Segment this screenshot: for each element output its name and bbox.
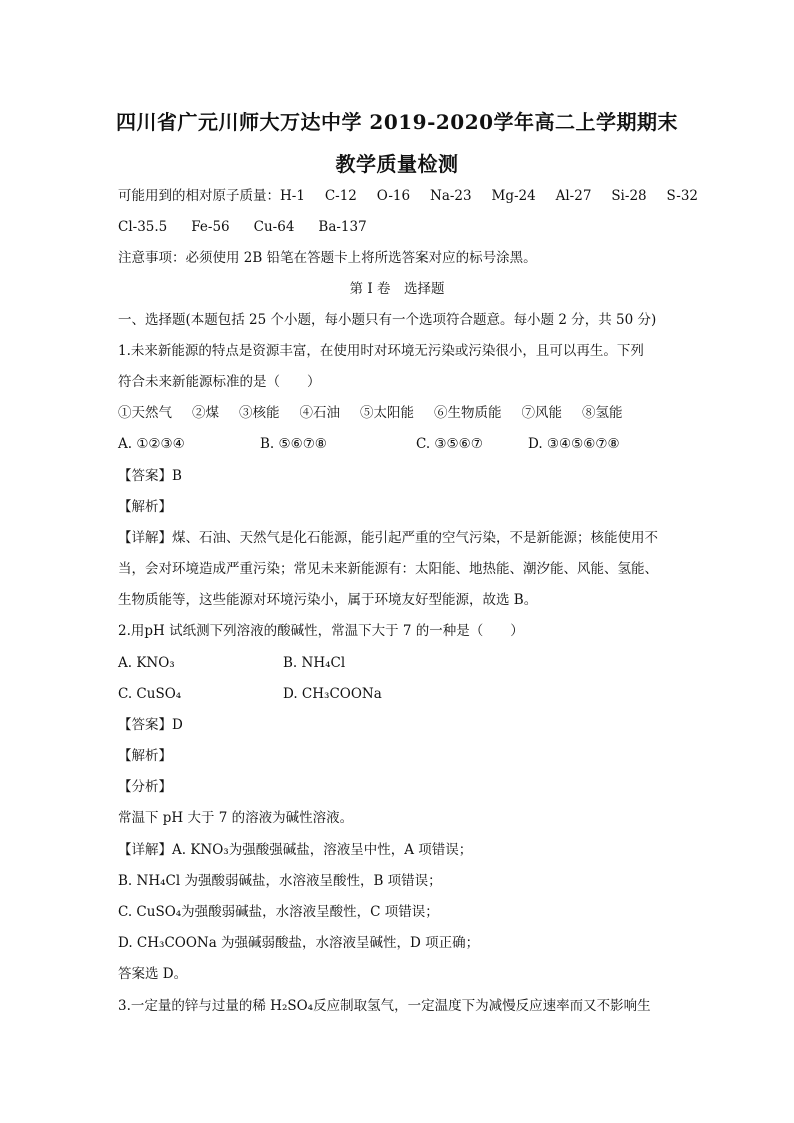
q2-detail-c: C. CuSO₄为强酸弱碱盐，水溶液呈酸性，C 项错误；: [118, 904, 439, 920]
q1-items: [118, 403, 623, 423]
q2-detail-a: 【详解】A. KNO₃为强酸强碱盐，溶液呈中性，A 项错误；: [118, 842, 473, 858]
q2-option-a: A. KNO₃: [118, 655, 175, 671]
atomic-mass-list: [280, 186, 698, 206]
q2-analysis: 【解析】: [118, 748, 172, 764]
mass-item: Si-28: [611, 188, 647, 204]
q1-answer: 【答案】B: [118, 468, 182, 484]
q2-conclusion: 答案选 D。: [118, 966, 188, 982]
q1-stem-line1: 1.未来新能源的特点是资源丰富，在使用时对环境无污染或污染很小，且可以再生。下列: [118, 343, 644, 359]
atomic-mass-row1: [118, 186, 698, 206]
q1-item: ④石油: [299, 405, 340, 421]
notice-text: 注意事项：必须使用 2B 铅笔在答题卡上将所选答案对应的标号涂黑。: [118, 250, 537, 266]
mass-item: S-32: [666, 188, 698, 204]
q1-item: ②煤: [192, 405, 219, 421]
q1-detail-line3: 生物质能等，这些能源对环境污染小，属于环境友好型能源，故选 B。: [118, 592, 538, 608]
q1-item: ⑥生物质能: [434, 405, 502, 421]
atomic-mass-row2: [118, 217, 367, 237]
mass-item: Mg-24: [491, 188, 536, 204]
q1-detail-line1: 【详解】煤、石油、天然气是化石能源，能引起严重的空气污染，不是新能源；核能使用不: [118, 530, 658, 546]
mass-item: Al-27: [555, 188, 592, 204]
q1-option-a: A. ①②③④: [118, 436, 185, 452]
mass-item: Fe-56: [191, 219, 230, 235]
q2-option-d: D. CH₃COONa: [283, 686, 382, 702]
q1-option-c: C. ③⑤⑥⑦: [416, 436, 483, 452]
mass-item: Na-23: [430, 188, 472, 204]
q1-analysis: 【解析】: [118, 499, 172, 515]
q2-detail-d: D. CH₃COONa 为强碱弱酸盐，水溶液呈碱性，D 项正确；: [118, 935, 480, 951]
part-intro: 一、选择题(本题包括 25 个小题，每小题只有一个选项符合题意。每小题 2 分，共 50 分): [118, 312, 657, 328]
mass-item: Cu-64: [253, 219, 295, 235]
q1-detail-line2: 当，会对环境造成严重污染；常见未来新能源有：太阳能、地热能、潮汐能、风能、氢能、: [118, 561, 658, 577]
q1-item: ①天然气: [118, 405, 172, 421]
q2-fenxi: 【分析】: [118, 779, 172, 795]
mass-item: O-16: [376, 188, 411, 204]
q1-option-b: B. ⑤⑥⑦⑧: [260, 436, 327, 452]
q1-option-d: D. ③④⑤⑥⑦⑧: [528, 436, 620, 452]
page-title-line2: 教学质量检测: [335, 152, 459, 176]
page-title-line1: 四川省广元川师大万达中学 2019-2020学年高二上学期期末: [115, 110, 679, 134]
q1-item: ⑤太阳能: [360, 405, 414, 421]
section-title: 第 I 卷 选择题: [349, 281, 445, 297]
q2-answer: 【答案】D: [118, 717, 183, 733]
mass-item: Ba-137: [318, 219, 367, 235]
q1-item: ⑧氢能: [582, 405, 623, 421]
q1-stem-line2: 符合未来新能源标准的是（ ）: [118, 374, 321, 390]
mass-item: Cl-35.5: [118, 219, 168, 235]
q2-option-b: B. NH₄Cl: [283, 655, 346, 671]
atomic-mass-label: 可能用到的相对原子质量：: [118, 188, 280, 204]
q2-option-c: C. CuSO₄: [118, 686, 182, 702]
q3-stem-line1: 3.一定量的锌与过量的稀 H₂SO₄反应制取氢气，一定温度下为减慢反应速率而又不影响生: [118, 998, 651, 1014]
mass-item: H-1: [280, 188, 305, 204]
q2-detail-b: B. NH₄Cl 为强酸弱碱盐，水溶液呈酸性，B 项错误；: [118, 873, 442, 889]
mass-item: C-12: [324, 188, 357, 204]
q2-fenxi-text: 常温下 pH 大于 7 的溶液为碱性溶液。: [118, 810, 354, 826]
q1-item: ③核能: [239, 405, 280, 421]
q2-stem: 2.用pH 试纸测下列溶液的酸碱性，常温下大于 7 的一种是（ ）: [118, 623, 524, 639]
q1-item: ⑦风能: [521, 405, 562, 421]
